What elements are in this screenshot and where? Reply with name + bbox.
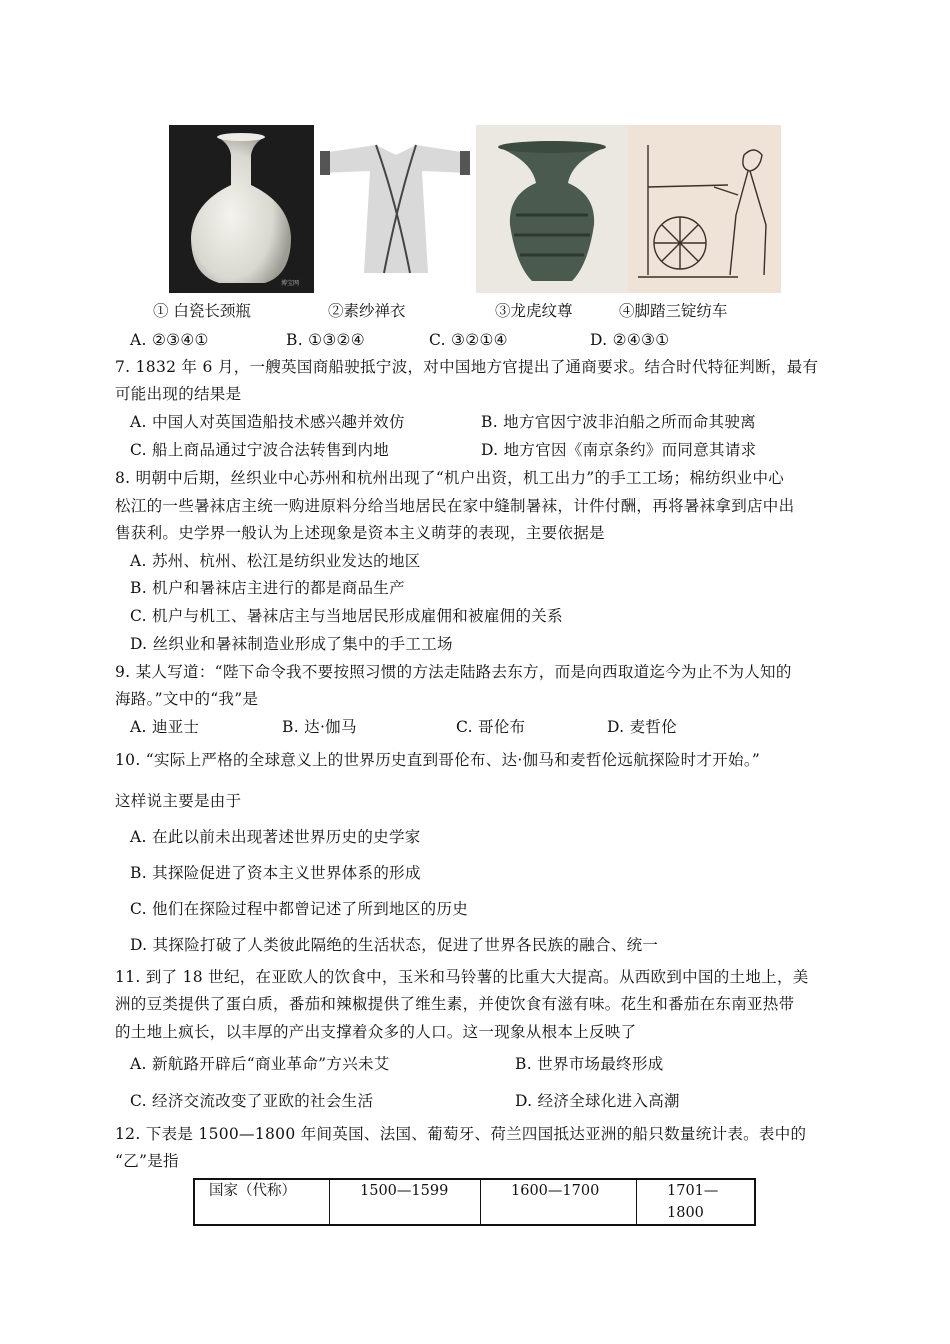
q6-option-b: B. ①③②④	[286, 331, 365, 349]
figure-plain-gauze-robe	[318, 141, 472, 278]
q10-option-a: A. 在此以前未出现著述世界历史的史学家	[130, 828, 421, 846]
q9-option-a: A. 迪亚士	[130, 718, 200, 736]
q8-option-c: C. 机户与机工、暑袜店主与当地居民形成雇佣和被雇佣的关系	[130, 607, 563, 625]
q8-stem-line3: 售获利。史学界一般认为上述现象是资本主义萌芽的表现，主要依据是	[115, 524, 605, 542]
q11-option-d: D. 经济全球化进入高潮	[515, 1092, 680, 1110]
q8-option-d: D. 丝织业和暑袜制造业形成了集中的手工工场	[130, 635, 453, 653]
q8-stem-line2: 松江的一些暑袜店主统一购进原料分给当地居民在家中缝制暑袜，计件付酬，再将暑袜拿到店中出	[115, 497, 795, 515]
table-header-row	[194, 1179, 755, 1225]
q10-stem-line1: 10. “实际上严格的全球意义上的世界历史直到哥伦布、达·伽马和麦哲伦远航探险时才开始。”	[115, 751, 761, 769]
q6-option-c: C. ③②①④	[429, 331, 508, 349]
q9-option-d: D. 麦哲伦	[607, 718, 678, 736]
q11-option-b: B. 世界市场最终形成	[515, 1055, 664, 1073]
q10-option-d: D. 其探险打破了人类彼此隔绝的生活状态，促进了世界各民族的融合、统一	[130, 936, 659, 954]
q7-option-d: D. 地方官因《南京条约》而同意其请求	[481, 441, 757, 459]
q6-option-a: A. ②③④①	[130, 331, 209, 349]
table-header-cell: 国家（代称）	[194, 1179, 330, 1225]
q11-stem-line2: 洲的豆类提供了蛋白质，番茄和辣椒提供了维生素，并使饮食有滋有味。花生和番茄在东南亚热带	[115, 995, 795, 1013]
table-header-cell: 1500—1599	[330, 1179, 481, 1225]
watermark-logo: 博宝网	[281, 280, 300, 287]
figure-treadle-spinning-wheel	[628, 125, 781, 293]
q9-stem-line2: 海路。”文中的“我”是	[115, 690, 259, 708]
q9-option-c: C. 哥伦布	[456, 718, 526, 736]
q9-stem-line1: 9. 某人写道：“陛下命令我不要按照习惯的方法走陆路去东方，而是向西取道迄今为止不为人知的	[115, 663, 792, 681]
q9-option-b: B. 达·伽马	[282, 718, 357, 736]
ship-statistics-table	[193, 1178, 756, 1226]
q7-stem-line1: 7. 1832 年 6 月，一艘英国商船驶抵宁波，对中国地方官提出了通商要求。结合时代特征判断，最有	[115, 358, 819, 376]
caption-1: ① 白瓷长颈瓶	[153, 302, 251, 320]
q11-option-c: C. 经济交流改变了亚欧的社会生活	[130, 1092, 374, 1110]
q12-stem-line1: 12. 下表是 1500—1800 年间英国、法国、葡萄牙、荷兰四国抵达亚洲的船只数量统计表。表中的	[115, 1125, 807, 1143]
q10-option-b: B. 其探险促进了资本主义世界体系的形成	[130, 864, 421, 882]
q7-option-c: C. 船上商品通过宁波合法转售到内地	[130, 441, 390, 459]
q11-stem-line1: 11. 到了 18 世纪，在亚欧人的饮食中，玉米和马铃薯的比重大大提高。从西欧到中国的土地上，美	[115, 968, 809, 986]
caption-3: ③龙虎纹尊	[495, 302, 573, 320]
q10-stem-line2: 这样说主要是由于	[115, 792, 242, 810]
q7-option-b: B. 地方官因宁波非泊船之所而命其驶离	[481, 413, 756, 431]
q10-option-c: C. 他们在探险过程中都曾记述了所到地区的历史	[130, 900, 469, 918]
q11-stem-line3: 的土地上疯长，以丰厚的产出支撑着众多的人口。这一现象从根本上反映了	[115, 1023, 637, 1041]
q6-option-d: D. ②④③①	[590, 331, 670, 349]
figure-white-porcelain-vase	[169, 125, 314, 293]
q12-stem-line2: “乙”是指	[115, 1152, 179, 1170]
table-header-cell: 1600—1700	[481, 1179, 637, 1225]
table-header-cell: 1701—1800	[637, 1179, 756, 1225]
figure-dragon-tiger-zun	[476, 125, 628, 293]
caption-2: ②素纱禅衣	[328, 302, 406, 320]
q8-stem-line1: 8. 明朝中后期，丝织业中心苏州和杭州出现了“机户出资，机工出力”的手工工场；棉纺织业中心	[115, 469, 785, 487]
q11-option-a: A. 新航路开辟后“商业革命”方兴未艾	[130, 1055, 390, 1073]
q8-option-b: B. 机户和暑袜店主进行的都是商品生产	[130, 579, 405, 597]
q8-option-a: A. 苏州、杭州、松江是纺织业发达的地区	[130, 552, 421, 570]
q7-stem-line2: 可能出现的结果是	[115, 385, 242, 403]
q7-option-a: A. 中国人对英国造船技术感兴趣并效仿	[130, 413, 405, 431]
caption-4: ④脚踏三锭纺车	[619, 302, 728, 320]
